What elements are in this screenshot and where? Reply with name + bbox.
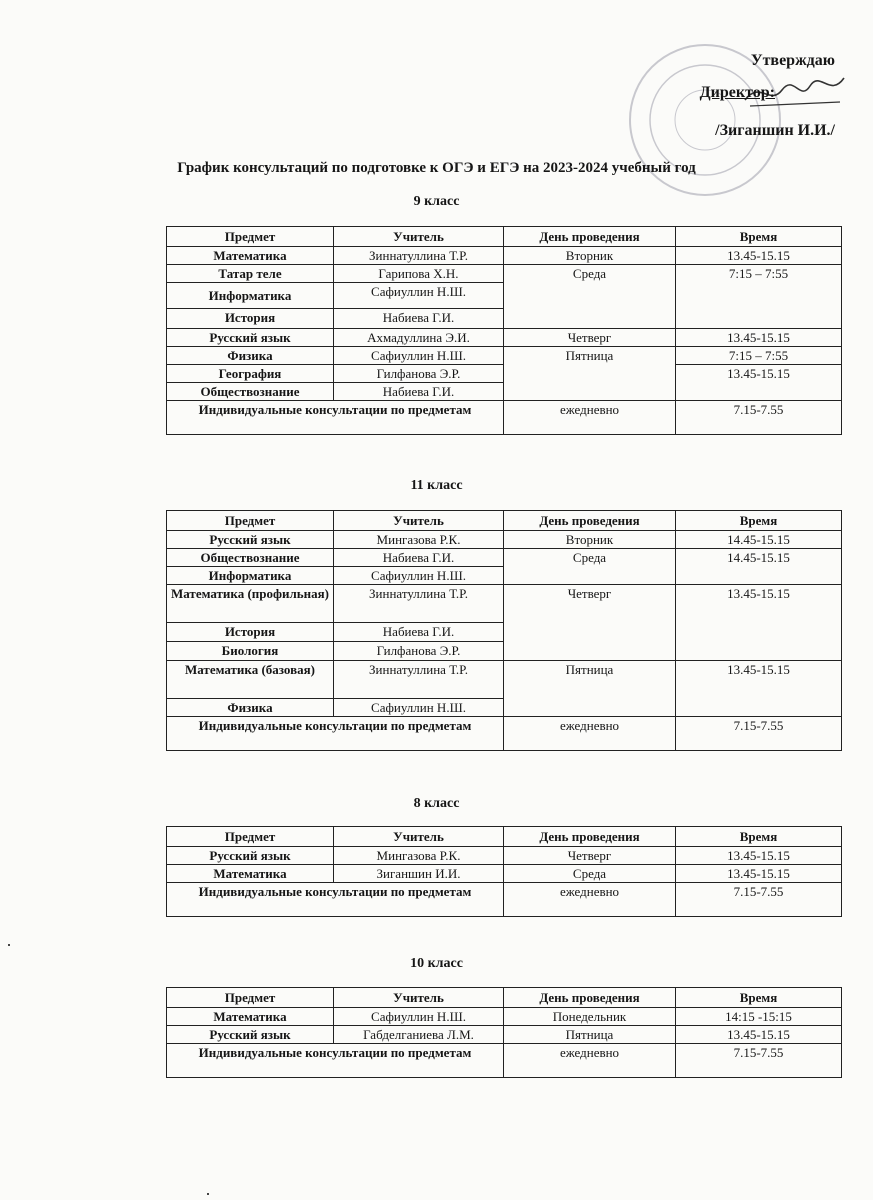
subject-cell: Обществознание	[167, 549, 334, 567]
day-cell: Четверг	[504, 329, 676, 347]
header-time: Время	[676, 988, 842, 1008]
table-header	[167, 827, 842, 847]
grade-8-table	[166, 826, 842, 917]
header-teacher: Учитель	[334, 988, 504, 1008]
teacher-cell: Набиева Г.И.	[334, 383, 504, 401]
time-cell: 14.45-15.15	[676, 549, 842, 585]
subject-cell: Русский язык	[167, 1026, 334, 1044]
teacher-cell: Ахмадуллина Э.И.	[334, 329, 504, 347]
director-name: /Зиганшин И.И./	[715, 122, 835, 139]
individual-label: Индивидуальные консультации по предметам	[167, 1044, 504, 1078]
table-row	[167, 661, 842, 699]
time-cell: 13.45-15.15	[676, 585, 842, 661]
teacher-cell: Гарипова Х.Н.	[334, 265, 504, 283]
header-time: Время	[676, 827, 842, 847]
table-row	[167, 531, 842, 549]
subject-cell: Математика (базовая)	[167, 661, 334, 699]
subject-cell: Обществознание	[167, 383, 334, 401]
time-cell: 13.45-15.15	[676, 865, 842, 883]
grade-11-table	[166, 510, 842, 751]
time-cell: 13.45-15.15	[676, 365, 842, 401]
time-cell: 13.45-15.15	[676, 1026, 842, 1044]
table-row	[167, 329, 842, 347]
day-cell: Четверг	[504, 585, 676, 661]
table-row	[167, 585, 842, 623]
time-cell: 7.15-7.55	[676, 717, 842, 751]
subject-cell: Математика (профильная)	[167, 585, 334, 623]
teacher-cell: Мингазова Р.К.	[334, 847, 504, 865]
table-row	[167, 549, 842, 567]
subject-cell: История	[167, 623, 334, 642]
header-subject: Предмет	[167, 511, 334, 531]
day-cell: ежедневно	[504, 401, 676, 435]
header-time: Время	[676, 227, 842, 247]
subject-cell: Русский язык	[167, 329, 334, 347]
table-row	[167, 347, 842, 365]
header-subject: Предмет	[167, 827, 334, 847]
day-cell: ежедневно	[504, 717, 676, 751]
time-cell: 13.45-15.15	[676, 247, 842, 265]
day-cell: Пятница	[504, 1026, 676, 1044]
table-row	[167, 847, 842, 865]
teacher-cell: Сафиуллин Н.Ш.	[334, 283, 504, 309]
subject-cell: Информатика	[167, 567, 334, 585]
header-subject: Предмет	[167, 988, 334, 1008]
header-teacher: Учитель	[334, 227, 504, 247]
subject-cell: Русский язык	[167, 847, 334, 865]
director-label: Директор:	[699, 84, 775, 101]
table-row-individual	[167, 883, 842, 917]
table-row	[167, 1026, 842, 1044]
day-cell: ежедневно	[504, 883, 676, 917]
grade-9-heading: 9 класс	[413, 194, 460, 209]
header-time: Время	[676, 511, 842, 531]
subject-cell: Математика	[167, 247, 334, 265]
table-header	[167, 511, 842, 531]
day-cell: Среда	[504, 549, 676, 585]
document-title: График консультаций по подготовке к ОГЭ и ЕГЭ на 2023-2024 учебный год	[177, 160, 696, 176]
header-teacher: Учитель	[334, 827, 504, 847]
table-row-individual	[167, 1044, 842, 1078]
teacher-cell: Набиева Г.И.	[334, 309, 504, 329]
header-subject: Предмет	[167, 227, 334, 247]
grade-8-heading: 8 класс	[413, 796, 460, 811]
day-cell: Среда	[504, 865, 676, 883]
time-cell: 7:15 – 7:55	[676, 265, 842, 329]
teacher-cell: Сафиуллин Н.Ш.	[334, 699, 504, 717]
day-cell: Среда	[504, 265, 676, 329]
day-cell: Пятница	[504, 661, 676, 717]
subject-cell: Русский язык	[167, 531, 334, 549]
teacher-cell: Сафиуллин Н.Ш.	[334, 567, 504, 585]
individual-label: Индивидуальные консультации по предметам	[167, 401, 504, 435]
time-cell: 7.15-7.55	[676, 401, 842, 435]
grade-10-heading: 10 класс	[410, 956, 463, 971]
teacher-cell: Зиннатуллина Т.Р.	[334, 661, 504, 699]
grade-9-table	[166, 226, 842, 435]
header-day: День проведения	[504, 827, 676, 847]
subject-cell: География	[167, 365, 334, 383]
approve-label: Утверждаю	[750, 52, 835, 69]
grade-11-heading: 11 класс	[410, 478, 463, 493]
teacher-cell: Зиннатуллина Т.Р.	[334, 585, 504, 623]
table-row	[167, 265, 842, 283]
time-cell: 7.15-7.55	[676, 1044, 842, 1078]
time-cell: 14:15 -15:15	[676, 1008, 842, 1026]
table-header	[167, 988, 842, 1008]
time-cell: 7:15 – 7:55	[676, 347, 842, 365]
time-cell: 13.45-15.15	[676, 847, 842, 865]
individual-label: Индивидуальные консультации по предметам	[167, 883, 504, 917]
scan-speck	[8, 944, 10, 946]
subject-cell: Математика	[167, 1008, 334, 1026]
day-cell: Пятница	[504, 347, 676, 401]
table-header	[167, 227, 842, 247]
time-cell: 13.45-15.15	[676, 329, 842, 347]
grade-10-table	[166, 987, 842, 1078]
day-cell: Вторник	[504, 247, 676, 265]
subject-cell: История	[167, 309, 334, 329]
subject-cell: Физика	[167, 347, 334, 365]
header-teacher: Учитель	[334, 511, 504, 531]
teacher-cell: Зиннатуллина Т.Р.	[334, 247, 504, 265]
teacher-cell: Сафиуллин Н.Ш.	[334, 1008, 504, 1026]
teacher-cell: Сафиуллин Н.Ш.	[334, 347, 504, 365]
teacher-cell: Набиева Г.И.	[334, 623, 504, 642]
table-row-individual	[167, 717, 842, 751]
teacher-cell: Гилфанова Э.Р.	[334, 642, 504, 661]
subject-cell: Биология	[167, 642, 334, 661]
day-cell: Вторник	[504, 531, 676, 549]
table-row-individual	[167, 401, 842, 435]
subject-cell: Татар теле	[167, 265, 334, 283]
subject-cell: Математика	[167, 865, 334, 883]
time-cell: 7.15-7.55	[676, 883, 842, 917]
header-day: День проведения	[504, 227, 676, 247]
header-day: День проведения	[504, 988, 676, 1008]
scan-speck	[207, 1193, 209, 1195]
individual-label: Индивидуальные консультации по предметам	[167, 717, 504, 751]
teacher-cell: Набиева Г.И.	[334, 549, 504, 567]
teacher-cell: Гилфанова Э.Р.	[334, 365, 504, 383]
time-cell: 14.45-15.15	[676, 531, 842, 549]
table-row	[167, 1008, 842, 1026]
subject-cell: Информатика	[167, 283, 334, 309]
subject-cell: Физика	[167, 699, 334, 717]
day-cell: Понедельник	[504, 1008, 676, 1026]
time-cell: 13.45-15.15	[676, 661, 842, 717]
teacher-cell: Мингазова Р.К.	[334, 531, 504, 549]
teacher-cell: Зиганшин И.И.	[334, 865, 504, 883]
day-cell: Четверг	[504, 847, 676, 865]
day-cell: ежедневно	[504, 1044, 676, 1078]
table-row	[167, 247, 842, 265]
header-day: День проведения	[504, 511, 676, 531]
teacher-cell: Габделганиева Л.М.	[334, 1026, 504, 1044]
table-row	[167, 865, 842, 883]
